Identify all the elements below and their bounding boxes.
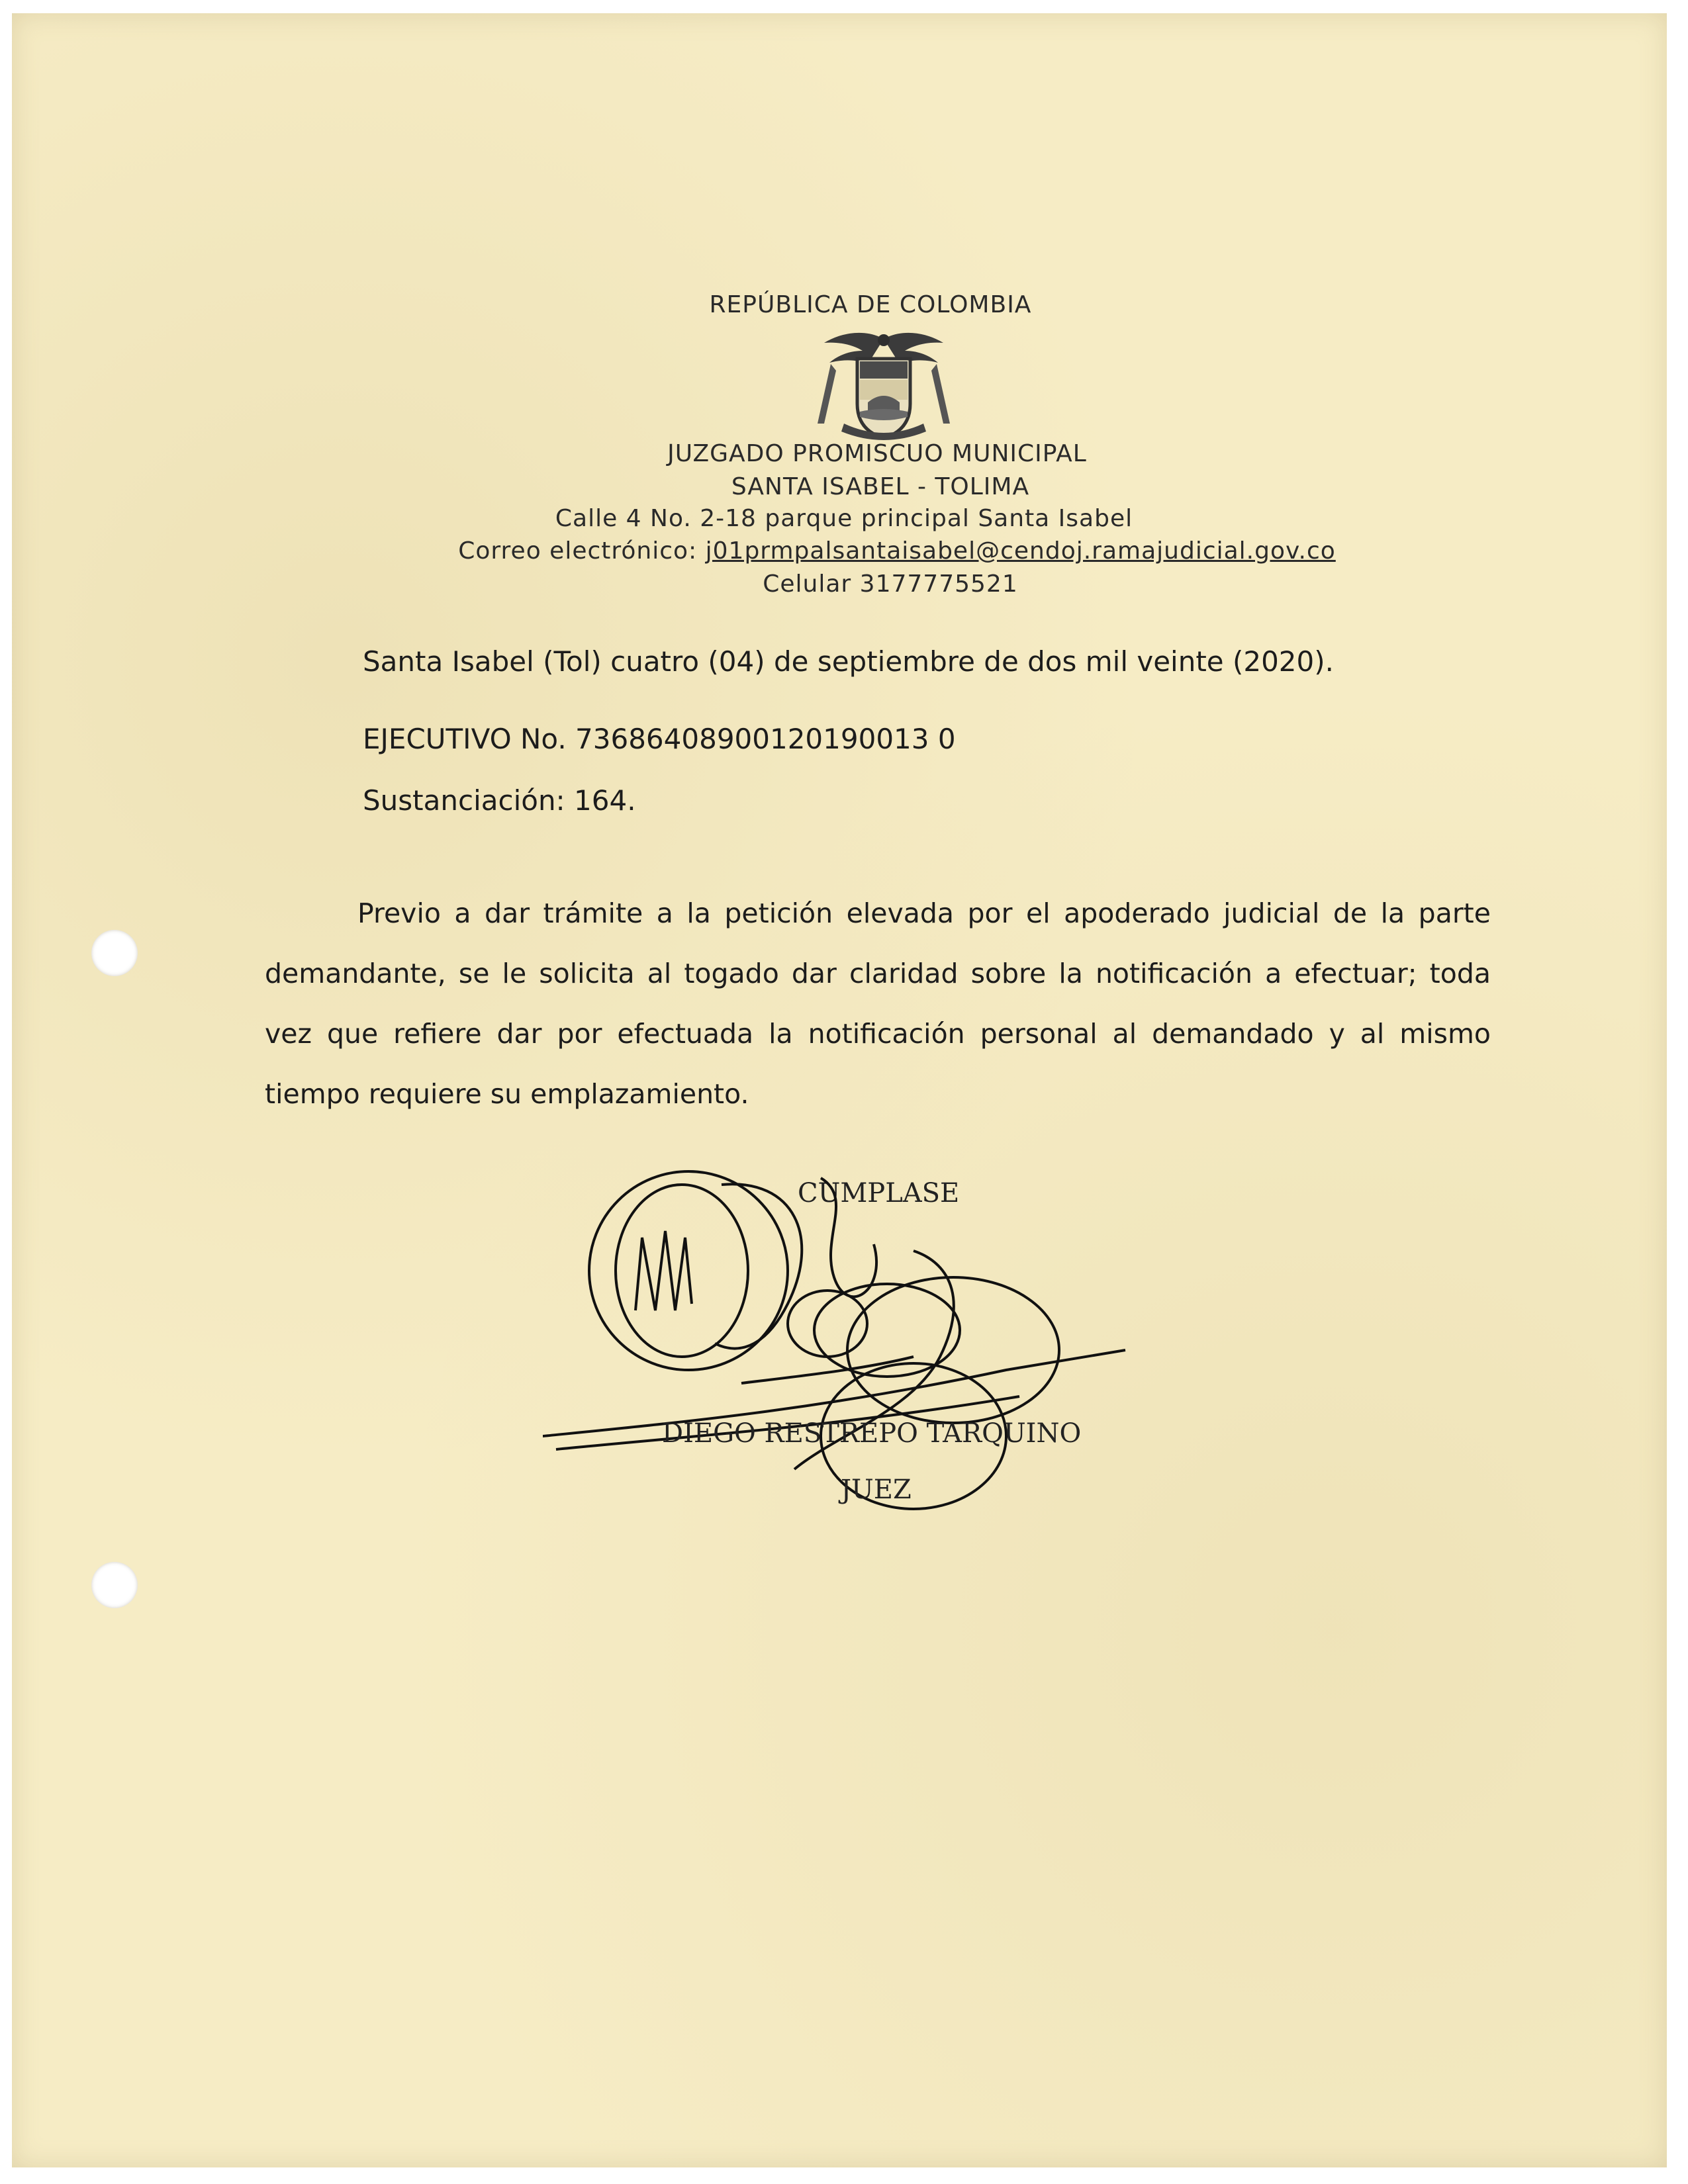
case-number: EJECUTIVO No. 73686408900120190013 0: [363, 723, 956, 755]
country-heading: REPÚBLICA DE COLOMBIA: [709, 291, 1032, 318]
order-paragraph-text: Previo a dar trámite a la petición elevada por el apoderado judicial de la parte demandante, se le solicita al togado dar claridad sobre la notificación a efectuar; toda vez que refiere dar por efectuada la notificación personal al demandado y al mismo tiempo requiere su emplazamiento.: [265, 897, 1491, 1110]
court-address: Calle 4 No. 2-18 parque principal Santa Isabel: [555, 505, 1133, 532]
court-location: SANTA ISABEL - TOLIMA: [731, 473, 1030, 500]
signer-name: DIEGO RESTREPO TARQUINO: [662, 1418, 1082, 1449]
coat-of-arms-icon: [804, 324, 963, 443]
court-email-line: [53, 537, 1688, 565]
punch-hole-bottom: [91, 1562, 138, 1608]
court-name: JUZGADO PROMISCUO MUNICIPAL: [667, 440, 1087, 467]
order-paragraph: [265, 884, 1491, 1124]
signer-title: JUEZ: [841, 1475, 912, 1505]
email-link[interactable]: j01prmpalsantaisabel@cendoj.ramajudicial.gov.co: [705, 537, 1336, 565]
cumplase-label: CUMPLASE: [798, 1178, 960, 1208]
date-line: Santa Isabel (Tol) cuatro (04) de septiembre de dos mil veinte (2020).: [363, 645, 1334, 678]
handwritten-signature: [543, 1158, 1139, 1529]
substantiation-number: Sustanciación: 164.: [363, 784, 636, 817]
punch-hole-top: [91, 930, 138, 976]
court-phone: Celular 3177775521: [763, 570, 1018, 598]
email-label: Correo electrónico:: [458, 537, 706, 565]
